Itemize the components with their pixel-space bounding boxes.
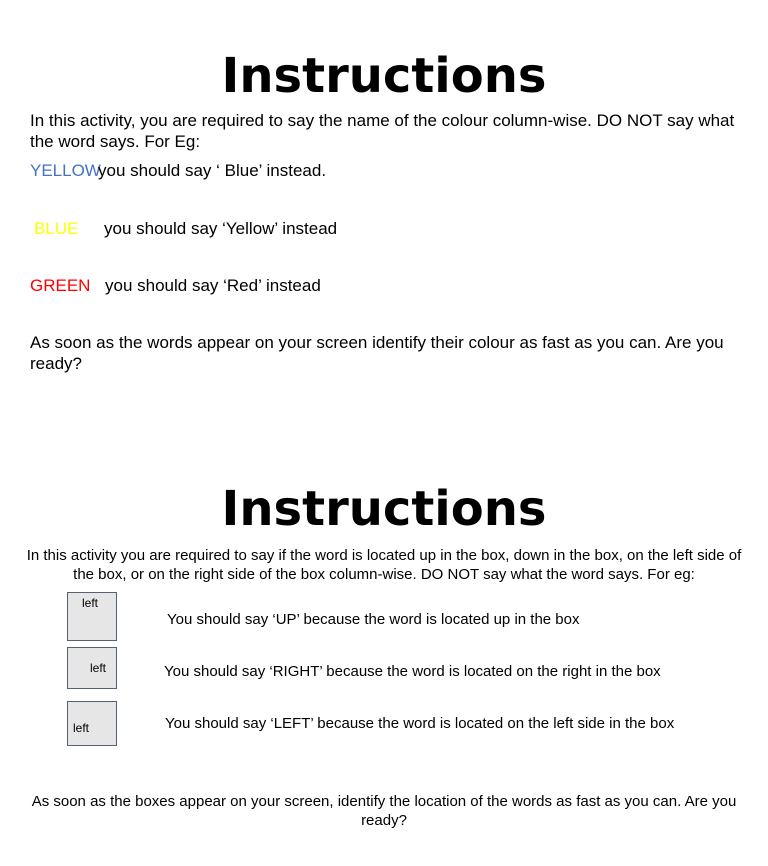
example-box-left	[67, 701, 117, 746]
box-word: left	[90, 661, 107, 675]
example-text-left: You should say ‘LEFT’ because the word is located on the left side in the box	[165, 715, 675, 732]
box-word: left	[73, 721, 90, 735]
example-word-green: GREEN	[30, 276, 91, 295]
example-word-blue: BLUE	[34, 219, 79, 238]
example-box-up	[67, 592, 117, 641]
section2-intro: In this activity you are required to say if the word is located up in the box, down in the box, on the left side of the box, or on the right side of the box column-wise. DO NOT say what the word says. For eg:	[26, 547, 742, 583]
section1-intro: In this activity, you are required to say the name of the colour column-wise. DO NOT say what the word says. For Eg:	[30, 111, 735, 151]
example-box-right	[67, 647, 117, 689]
section2-title: Instructions	[221, 481, 547, 537]
example-word-yellow: YELLOW	[30, 161, 101, 180]
example-text-blue: you should say ‘Yellow’ instead	[104, 219, 338, 238]
example-text-green: you should say ‘Red’ instead	[105, 276, 321, 295]
example-text-right: You should say ‘RIGHT’ because the word is located on the right in the box	[164, 663, 661, 680]
section1-title: Instructions	[221, 48, 547, 104]
example-text-yellow: you should say ‘ Blue’ instead.	[98, 161, 327, 180]
section2-closing: As soon as the boxes appear on your screen, identify the location of the words as fast as you can. Are you ready?	[31, 793, 737, 829]
box-word: left	[82, 596, 99, 610]
example-text-up: You should say ‘UP’ because the word is located up in the box	[167, 611, 580, 628]
section1-closing: As soon as the words appear on your screen identify their colour as fast as you can. Are you ready?	[30, 333, 724, 373]
